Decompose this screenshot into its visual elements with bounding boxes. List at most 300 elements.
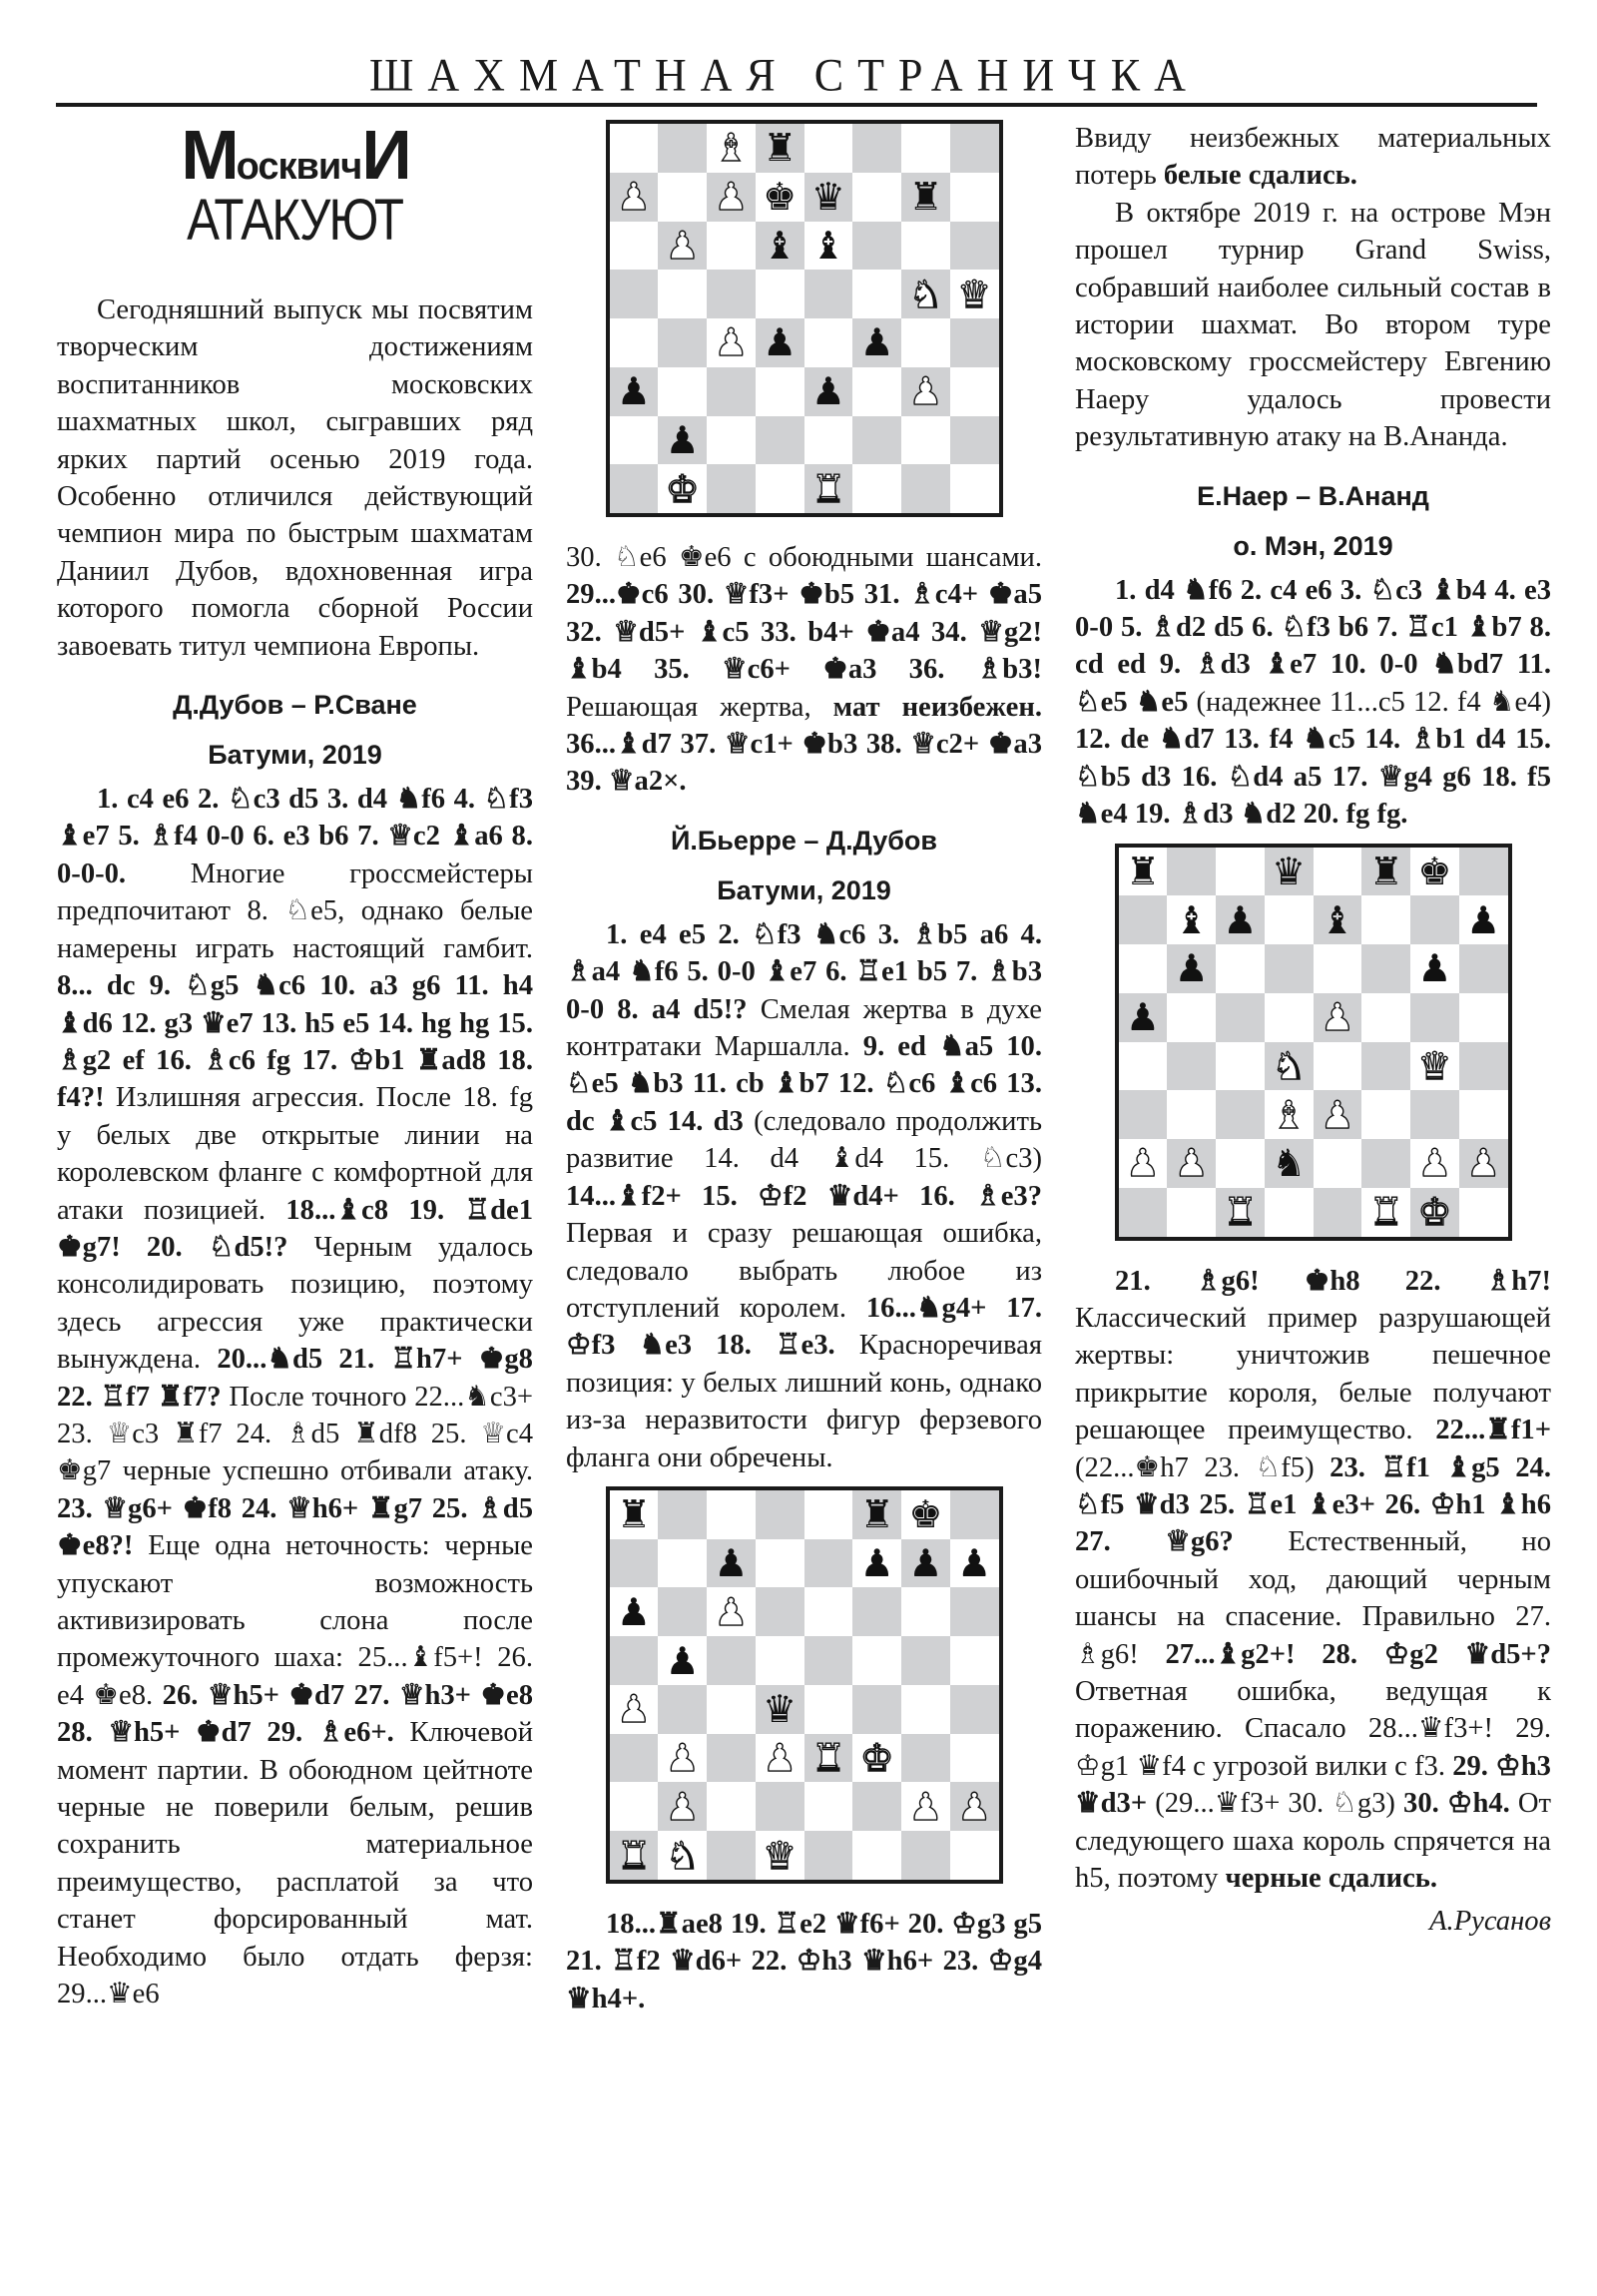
white-pawn-icon: ♟ <box>616 1687 651 1732</box>
black-pawn-icon: ♟ <box>714 1541 749 1586</box>
white-pawn-icon: ♟ <box>1320 1092 1354 1137</box>
board-square-c4 <box>707 318 756 367</box>
commentary-text: Смелая жертва в духе контратаки Маршалла. <box>566 993 1042 1063</box>
board-square-f8 <box>852 124 901 173</box>
board-square-c7 <box>1216 895 1265 944</box>
white-knight-icon: ♞ <box>665 1833 700 1878</box>
move-notation: 12. de ♞d7 13. f4 ♞c5 14. ♗b1 d4 15. ♘b5 d3 16. ♘d4 a5 17. ♕g4 g6 18. f5 ♞e4 19. ♗d3 ♞d2 20. fg fg. <box>1075 724 1551 831</box>
board-square-f4 <box>1361 1042 1410 1091</box>
board-square-a7 <box>610 1539 659 1588</box>
white-rook-icon: ♜ <box>1368 1190 1403 1235</box>
board-square-e3 <box>804 1734 853 1783</box>
white-knight-icon: ♞ <box>908 272 943 316</box>
chess-board-1 <box>606 120 1003 517</box>
white-pawn-icon: ♟ <box>665 223 700 268</box>
board-square-h7 <box>1459 895 1508 944</box>
board-square-a2 <box>610 1782 659 1831</box>
board-square-b1 <box>658 1831 707 1880</box>
column-3 <box>1075 120 1551 1941</box>
board-square-b7 <box>658 173 707 222</box>
board-square-g4 <box>1410 1042 1459 1091</box>
board-square-h6 <box>1459 944 1508 993</box>
section-title: ШАХМАТНАЯ СТРАНИЧКА <box>369 49 1200 102</box>
board-square-g7 <box>1410 895 1459 944</box>
board-square-g3 <box>901 367 950 416</box>
board-square-f2 <box>852 1782 901 1831</box>
white-knight-icon: ♞ <box>1272 1043 1307 1088</box>
game-2-place: Батуми, 2019 <box>717 874 891 905</box>
board-square-c2 <box>707 1782 756 1831</box>
board-square-d3 <box>756 1734 804 1783</box>
board-square-f1 <box>852 1831 901 1880</box>
board-square-b4 <box>1167 1042 1216 1091</box>
game-2-continuation <box>566 1906 1042 2017</box>
board-square-e6 <box>1314 944 1362 993</box>
board-square-b2 <box>1167 1139 1216 1188</box>
board-square-h4 <box>950 1685 999 1734</box>
author-signature: А.Русанов <box>1429 1906 1551 1938</box>
move-notation: 9. ed ♞a5 10. ♘e5 ♞b3 11. cb ♝b7 12. ♘c6 ♝c6 13. dc ♝c5 14. d3 <box>566 1031 1042 1137</box>
board-square-a5 <box>1119 993 1168 1042</box>
black-pawn-icon: ♟ <box>1125 995 1160 1040</box>
board-square-d6 <box>1265 944 1314 993</box>
board-square-e1 <box>804 1831 853 1880</box>
board-square-c5 <box>707 270 756 318</box>
board-wrap-2 <box>566 1486 1042 1884</box>
board-square-e3 <box>804 367 853 416</box>
board-square-e5 <box>804 270 853 318</box>
board-square-h1 <box>950 1831 999 1880</box>
black-rook-icon: ♜ <box>908 175 943 220</box>
black-pawn-icon: ♟ <box>1223 897 1258 942</box>
commentary-text: Первая и сразу решающая ошибка, следовало выбрать любое из отступлений королем. <box>566 1218 1042 1324</box>
board-square-h8 <box>1459 848 1508 896</box>
board-square-h4 <box>950 318 999 367</box>
commentary-text: Ввиду неизбежных материальных потерь <box>1075 123 1551 192</box>
board-square-e6 <box>804 222 853 271</box>
board-square-f7 <box>852 173 901 222</box>
board-square-d7 <box>756 173 804 222</box>
move-notation: белые сдались. <box>1163 160 1357 192</box>
board-square-g8 <box>1410 848 1459 896</box>
commentary-text: (29...♛f3+ 30. ♘g3) <box>1147 1788 1404 1820</box>
move-notation: 21. ♗g6! ♚h8 22. ♗h7! <box>1115 1265 1551 1297</box>
board-square-c5 <box>707 1636 756 1685</box>
title-big-m: М <box>181 116 237 194</box>
black-pawn-icon: ♟ <box>616 1589 651 1634</box>
board-square-g6 <box>1410 944 1459 993</box>
board-wrap-1 <box>566 120 1042 517</box>
board-square-d6 <box>756 1587 804 1636</box>
intro-paragraph: Сегодняшний выпуск мы посвятим творческим достижениям воспитанников московских шахматных школ, сыгравших ряд ярких партий осенью 2019 года. Особенно отличился действующий чемпион мира по быстрым шахматам Даниил Дубов, вдохновенная игра которого помогла сборной России завоевать титул чемпиона Европы. <box>57 294 533 662</box>
board-square-f4 <box>852 1685 901 1734</box>
black-pawn-icon: ♟ <box>665 1638 700 1683</box>
title-line-2: АТАКУЮТ <box>187 188 403 253</box>
black-bishop-icon: ♝ <box>763 223 798 268</box>
board-square-f3 <box>852 1734 901 1783</box>
white-king-icon: ♚ <box>665 466 700 511</box>
board-square-f5 <box>852 270 901 318</box>
black-pawn-icon: ♟ <box>810 369 845 414</box>
board-square-a7 <box>1119 895 1168 944</box>
board-square-f8 <box>852 1490 901 1539</box>
game-3-moves <box>1075 572 1551 834</box>
board-square-b2 <box>658 1782 707 1831</box>
white-pawn-icon: ♟ <box>908 369 943 414</box>
board-square-c3 <box>707 1734 756 1783</box>
board-square-g5 <box>901 270 950 318</box>
text-paragraph <box>566 1906 1042 2017</box>
text-paragraph <box>566 916 1042 1476</box>
board-square-f4 <box>852 318 901 367</box>
text-paragraph <box>1075 195 1551 456</box>
move-notation: 27...♝g2+! 28. ♔g2 ♛d5+? <box>1165 1638 1552 1670</box>
board-square-f1 <box>852 464 901 513</box>
commentary-text: После точного 22...♞c3+ 23. ♕c3 ♜f7 24. ♗d5 ♜df8 25. ♕c4 ♚g7 черные успешно отбивали атаку. <box>57 1381 533 1487</box>
black-bishop-icon: ♝ <box>810 223 845 268</box>
board-square-e4 <box>804 1685 853 1734</box>
commentary-text: 30. ♘e6 ♚e6 с обоюдными шансами. <box>566 542 1042 573</box>
board-square-a4 <box>610 1685 659 1734</box>
board-square-h6 <box>950 1587 999 1636</box>
board-square-f3 <box>1361 1090 1410 1139</box>
white-pawn-icon: ♟ <box>665 1736 700 1781</box>
game-1-moves <box>57 781 533 2012</box>
white-rook-icon: ♜ <box>810 466 845 511</box>
text-paragraph <box>1075 120 1551 195</box>
board-square-f6 <box>852 1587 901 1636</box>
board-square-a3 <box>610 1734 659 1783</box>
commentary-text: Еще одна неточность: черные упускают возможность активизировать слона после промежуточного шаха: 25...♝f5+! 26. e4 ♚e8. <box>57 1530 533 1711</box>
move-notation: 23. ♖f1 ♝g5 24. ♘f5 ♛d3 25. ♖e1 ♝e3+ 26. ♔h1 ♝h6 27. ♕g6? <box>1075 1451 1551 1558</box>
black-rook-icon: ♜ <box>763 126 798 171</box>
board-square-e7 <box>1314 895 1362 944</box>
board-square-b6 <box>1167 944 1216 993</box>
board-square-b4 <box>658 318 707 367</box>
board-square-d1 <box>756 464 804 513</box>
board-square-h8 <box>950 1490 999 1539</box>
board-square-a6 <box>610 1587 659 1636</box>
board-square-d5 <box>756 1636 804 1685</box>
board-square-a8 <box>610 1490 659 1539</box>
column-1 <box>57 116 534 2012</box>
board-square-f7 <box>1361 895 1410 944</box>
board-square-e8 <box>1314 848 1362 896</box>
board-square-a2 <box>610 416 659 465</box>
black-knight-icon: ♞ <box>1272 1141 1307 1186</box>
board-square-c2 <box>1216 1139 1265 1188</box>
board-square-b1 <box>658 464 707 513</box>
black-rook-icon: ♜ <box>1368 849 1403 893</box>
board-square-f2 <box>852 416 901 465</box>
board-square-g6 <box>901 222 950 271</box>
text-paragraph <box>1075 572 1551 834</box>
move-notation: 18...♝c8 19. ♖de1 ♚g7! 20. ♘d5!? <box>57 1194 533 1263</box>
board-square-e4 <box>804 318 853 367</box>
title-line-1 <box>57 116 533 194</box>
board-square-a2 <box>1119 1139 1168 1188</box>
board-square-d1 <box>1265 1188 1314 1237</box>
move-notation: черные сдались. <box>1225 1863 1438 1894</box>
board-square-d2 <box>1265 1139 1314 1188</box>
board-square-a5 <box>610 270 659 318</box>
board-square-c4 <box>707 1685 756 1734</box>
board-square-c5 <box>1216 993 1265 1042</box>
board-square-h8 <box>950 124 999 173</box>
board-square-h7 <box>950 1539 999 1588</box>
board-square-b3 <box>1167 1090 1216 1139</box>
black-queen-icon: ♛ <box>763 1687 798 1732</box>
board-square-c7 <box>707 1539 756 1588</box>
commentary-text: (следовало продолжить развитие 14. d4 ♝d4 15. ♘c3) <box>566 1105 1042 1175</box>
board-square-h7 <box>950 173 999 222</box>
board-square-b7 <box>1167 895 1216 944</box>
header-rule <box>56 103 1537 107</box>
board-square-a6 <box>610 222 659 271</box>
board-square-g4 <box>901 318 950 367</box>
board-square-h5 <box>1459 993 1508 1042</box>
board-square-a4 <box>1119 1042 1168 1091</box>
commentary-text: В октябре 2019 г. на острове Мэн прошел турнир Grand Swiss, собравший наиболее сильный состав в истории шахмат. Во втором туре московскому гроссмейстеру Евгению Наеру удалось провести результативную атаку на В.Ананда. <box>1075 197 1551 453</box>
board-square-a1 <box>610 464 659 513</box>
board-square-b2 <box>658 416 707 465</box>
game-2-players: Й.Бьерре – Д.Дубов <box>670 825 938 856</box>
board-square-b5 <box>658 270 707 318</box>
board-square-b6 <box>658 1587 707 1636</box>
game-3-continuation <box>1075 1263 1551 1898</box>
white-queen-icon: ♛ <box>763 1833 798 1878</box>
board-square-g5 <box>1410 993 1459 1042</box>
move-notation: 20...♞d5 21. ♖h7+ ♚g8 22. ♖f7 ♜f7? <box>57 1344 533 1413</box>
black-pawn-icon: ♟ <box>908 1541 943 1586</box>
board-square-c2 <box>707 416 756 465</box>
commentary-text: Красноречивая позиция: у белых лишний конь, однако из-за неразвитости фигур ферзевого фланга они обречены. <box>566 1330 1042 1473</box>
white-bishop-icon: ♝ <box>1272 1092 1307 1137</box>
black-pawn-icon: ♟ <box>1417 946 1452 991</box>
chess-board-3 <box>1115 844 1512 1241</box>
board-square-h3 <box>950 367 999 416</box>
black-king-icon: ♚ <box>763 175 798 220</box>
board-square-f5 <box>1361 993 1410 1042</box>
board-square-d4 <box>756 318 804 367</box>
board-square-a6 <box>1119 944 1168 993</box>
board-square-b5 <box>658 1636 707 1685</box>
board-square-e1 <box>804 464 853 513</box>
commentary-text: Ответная ошибка, ведущая к поражению. Спасало 28...♛f3+! 29. ♔g1 ♛f4 с угрозой вилки с f3. <box>1075 1675 1551 1782</box>
board-square-g1 <box>901 1831 950 1880</box>
board-square-e7 <box>804 173 853 222</box>
board-square-g8 <box>901 124 950 173</box>
board-square-d4 <box>1265 1042 1314 1091</box>
game-3-players: Е.Наер – В.Ананд <box>1197 480 1429 511</box>
board-square-h1 <box>1459 1188 1508 1237</box>
white-bishop-icon: ♝ <box>714 126 749 171</box>
board-square-f5 <box>852 1636 901 1685</box>
board-square-d1 <box>756 1831 804 1880</box>
board-square-d2 <box>756 416 804 465</box>
game-1-continuation <box>566 539 1042 801</box>
white-rook-icon: ♜ <box>1223 1190 1258 1235</box>
white-pawn-icon: ♟ <box>714 1589 749 1634</box>
black-pawn-icon: ♟ <box>859 1541 894 1586</box>
board-square-c7 <box>707 173 756 222</box>
white-king-icon: ♚ <box>1417 1190 1452 1235</box>
board-square-g3 <box>1410 1090 1459 1139</box>
board-square-b5 <box>1167 993 1216 1042</box>
move-notation: 29...♚c6 30. ♕f3+ ♚b5 31. ♗c4+ ♚a5 32. ♕d5+ ♝c5 33. b4+ ♚a4 34. ♕g2! ♝b4 35. ♕c6+ ♚a3 36. ♗b3! <box>566 579 1042 686</box>
board-square-c3 <box>707 367 756 416</box>
board-square-e5 <box>804 1636 853 1685</box>
black-bishop-icon: ♝ <box>1320 897 1354 942</box>
black-pawn-icon: ♟ <box>665 417 700 462</box>
commentary-text: Решающая жертва, <box>566 691 833 723</box>
board-square-d4 <box>756 1685 804 1734</box>
commentary-text: Ключевой момент партии. В обоюдном цейтноте черные не поверили белым, решив сохранить материальное преимущество, расплатой за что станет форсированный мат. Необходимо было отдать ферзя: 29...♛e6 <box>57 1717 533 2010</box>
board-square-d3 <box>756 367 804 416</box>
board-square-c1 <box>707 464 756 513</box>
board-square-g7 <box>901 173 950 222</box>
board-square-h6 <box>950 222 999 271</box>
board-square-b6 <box>658 222 707 271</box>
board-square-h5 <box>950 270 999 318</box>
article-title <box>57 116 533 253</box>
move-notation: 14...♝f2+ 15. ♔f2 ♛d4+ 16. ♗e3? <box>566 1180 1042 1212</box>
commentary-text: От следующего шаха король спрячется на h5, поэтому <box>1075 1788 1551 1894</box>
white-pawn-icon: ♟ <box>1125 1141 1160 1186</box>
board-square-b8 <box>1167 848 1216 896</box>
board-square-h5 <box>950 1636 999 1685</box>
black-rook-icon: ♜ <box>1125 849 1160 893</box>
white-pawn-icon: ♟ <box>957 1784 992 1829</box>
board-square-g1 <box>901 464 950 513</box>
board-square-f1 <box>1361 1188 1410 1237</box>
text-paragraph <box>57 781 533 2012</box>
board-square-f2 <box>1361 1139 1410 1188</box>
board-square-a4 <box>610 318 659 367</box>
board-square-d6 <box>756 222 804 271</box>
board-square-a8 <box>1119 848 1168 896</box>
black-queen-icon: ♛ <box>1272 849 1307 893</box>
board-square-a1 <box>610 1831 659 1880</box>
board-square-e7 <box>804 1539 853 1588</box>
board-square-g2 <box>901 416 950 465</box>
white-king-icon: ♚ <box>859 1736 894 1781</box>
board-square-e8 <box>804 124 853 173</box>
board-square-e8 <box>804 1490 853 1539</box>
black-pawn-icon: ♟ <box>957 1541 992 1586</box>
board-square-c8 <box>707 1490 756 1539</box>
title-small: осквич <box>236 146 362 188</box>
white-pawn-icon: ♟ <box>1174 1141 1209 1186</box>
board-square-d3 <box>1265 1090 1314 1139</box>
move-notation: мат неизбежен. 36...♝d7 37. ♕c1+ ♚b3 38. ♕c2+ ♚a3 39. ♕a2×. <box>566 691 1042 798</box>
board-square-f8 <box>1361 848 1410 896</box>
board-square-d7 <box>1265 895 1314 944</box>
board-square-h4 <box>1459 1042 1508 1091</box>
board-square-c8 <box>1216 848 1265 896</box>
black-pawn-icon: ♟ <box>1174 946 1209 991</box>
board-square-h3 <box>1459 1090 1508 1139</box>
board-square-c4 <box>1216 1042 1265 1091</box>
commentary-text: Многие гроссмейстеры предпочитают 8. ♘e5, однако белые намерены играть настоящий гамбит. <box>57 858 533 964</box>
board-square-g8 <box>901 1490 950 1539</box>
black-rook-icon: ♜ <box>859 1492 894 1537</box>
text-paragraph <box>566 539 1042 801</box>
move-notation: 30. ♔h4. <box>1403 1788 1510 1820</box>
board-square-g2 <box>1410 1139 1459 1188</box>
board-square-f6 <box>852 222 901 271</box>
title-big-i: И <box>361 116 409 194</box>
board-square-e2 <box>804 416 853 465</box>
board-square-a1 <box>1119 1188 1168 1237</box>
chess-board-2 <box>606 1486 1003 1884</box>
white-pawn-icon: ♟ <box>1417 1141 1452 1186</box>
game-2-result-and-intro-3 <box>1075 120 1551 456</box>
black-pawn-icon: ♟ <box>1466 897 1501 942</box>
board-square-b8 <box>658 1490 707 1539</box>
board-square-c6 <box>1216 944 1265 993</box>
board-square-c6 <box>707 1587 756 1636</box>
board-square-g3 <box>901 1734 950 1783</box>
board-square-b7 <box>658 1539 707 1588</box>
white-rook-icon: ♜ <box>810 1736 845 1781</box>
board-square-e5 <box>1314 993 1362 1042</box>
board-square-h2 <box>1459 1139 1508 1188</box>
board-square-c8 <box>707 124 756 173</box>
black-queen-icon: ♛ <box>810 175 845 220</box>
board-square-a5 <box>610 1636 659 1685</box>
board-square-g1 <box>1410 1188 1459 1237</box>
board-square-g4 <box>901 1685 950 1734</box>
board-square-g7 <box>901 1539 950 1588</box>
board-square-f3 <box>852 367 901 416</box>
black-bishop-icon: ♝ <box>1174 897 1209 942</box>
board-square-e1 <box>1314 1188 1362 1237</box>
commentary-text: Классический пример разрушающей жертвы: уничтожив пешечное прикрытие короля, белые получают решающее преимущество. <box>1075 1302 1551 1446</box>
board-square-f7 <box>852 1539 901 1588</box>
game-1-place: Батуми, 2019 <box>208 740 382 771</box>
commentary-text: Излишняя агрессия. После 18. fg у белых две открытые линии на королевском фланге с комфортной для атаки позицией. <box>57 1082 533 1226</box>
move-notation: 1. d4 ♞f6 2. c4 e6 3. ♘c3 ♝b4 4. e3 0-0 5. ♗d2 d5 6. ♘f3 b6 7. ♖c1 ♝b7 8. cd ed 9. ♗d3 ♝e7 10. 0-0 ♞bd7 11. ♘e5 ♞e5 <box>1075 574 1551 718</box>
board-square-g6 <box>901 1587 950 1636</box>
move-notation: 26. ♕h5+ ♚d7 27. ♕h3+ ♚e8 28. ♕h5+ ♚d7 29. ♗e6+. <box>57 1679 534 1749</box>
board-square-g5 <box>901 1636 950 1685</box>
board-square-c6 <box>707 222 756 271</box>
board-square-d8 <box>756 124 804 173</box>
game-2-moves <box>566 916 1042 1476</box>
black-pawn-icon: ♟ <box>763 320 798 365</box>
black-rook-icon: ♜ <box>616 1492 651 1537</box>
white-pawn-icon: ♟ <box>1320 995 1354 1040</box>
text-paragraph <box>1075 1263 1551 1898</box>
board-square-c1 <box>707 1831 756 1880</box>
board-square-b1 <box>1167 1188 1216 1237</box>
move-notation: 23. ♕g6+ ♚f8 24. ♕h6+ ♜g7 25. ♗d5 ♚e8?! <box>57 1492 533 1562</box>
board-square-e6 <box>804 1587 853 1636</box>
black-king-icon: ♚ <box>908 1492 943 1537</box>
board-square-b3 <box>658 367 707 416</box>
board-square-b4 <box>658 1685 707 1734</box>
board-square-d5 <box>756 270 804 318</box>
white-pawn-icon: ♟ <box>763 1736 798 1781</box>
white-queen-icon: ♛ <box>1417 1043 1452 1088</box>
white-pawn-icon: ♟ <box>665 1784 700 1829</box>
commentary-text: (надежнее 11...c5 12. f4 ♞e4) <box>1188 686 1551 718</box>
board-square-e4 <box>1314 1042 1362 1091</box>
move-notation: 1. c4 e6 2. ♘c3 d5 3. d4 ♞f6 4. ♘f3 ♝e7 5. ♗f4 0-0 6. e3 b6 7. ♕c2 ♝a6 8. 0-0-0. <box>57 784 533 889</box>
board-square-h1 <box>950 464 999 513</box>
black-pawn-icon: ♟ <box>616 369 651 414</box>
